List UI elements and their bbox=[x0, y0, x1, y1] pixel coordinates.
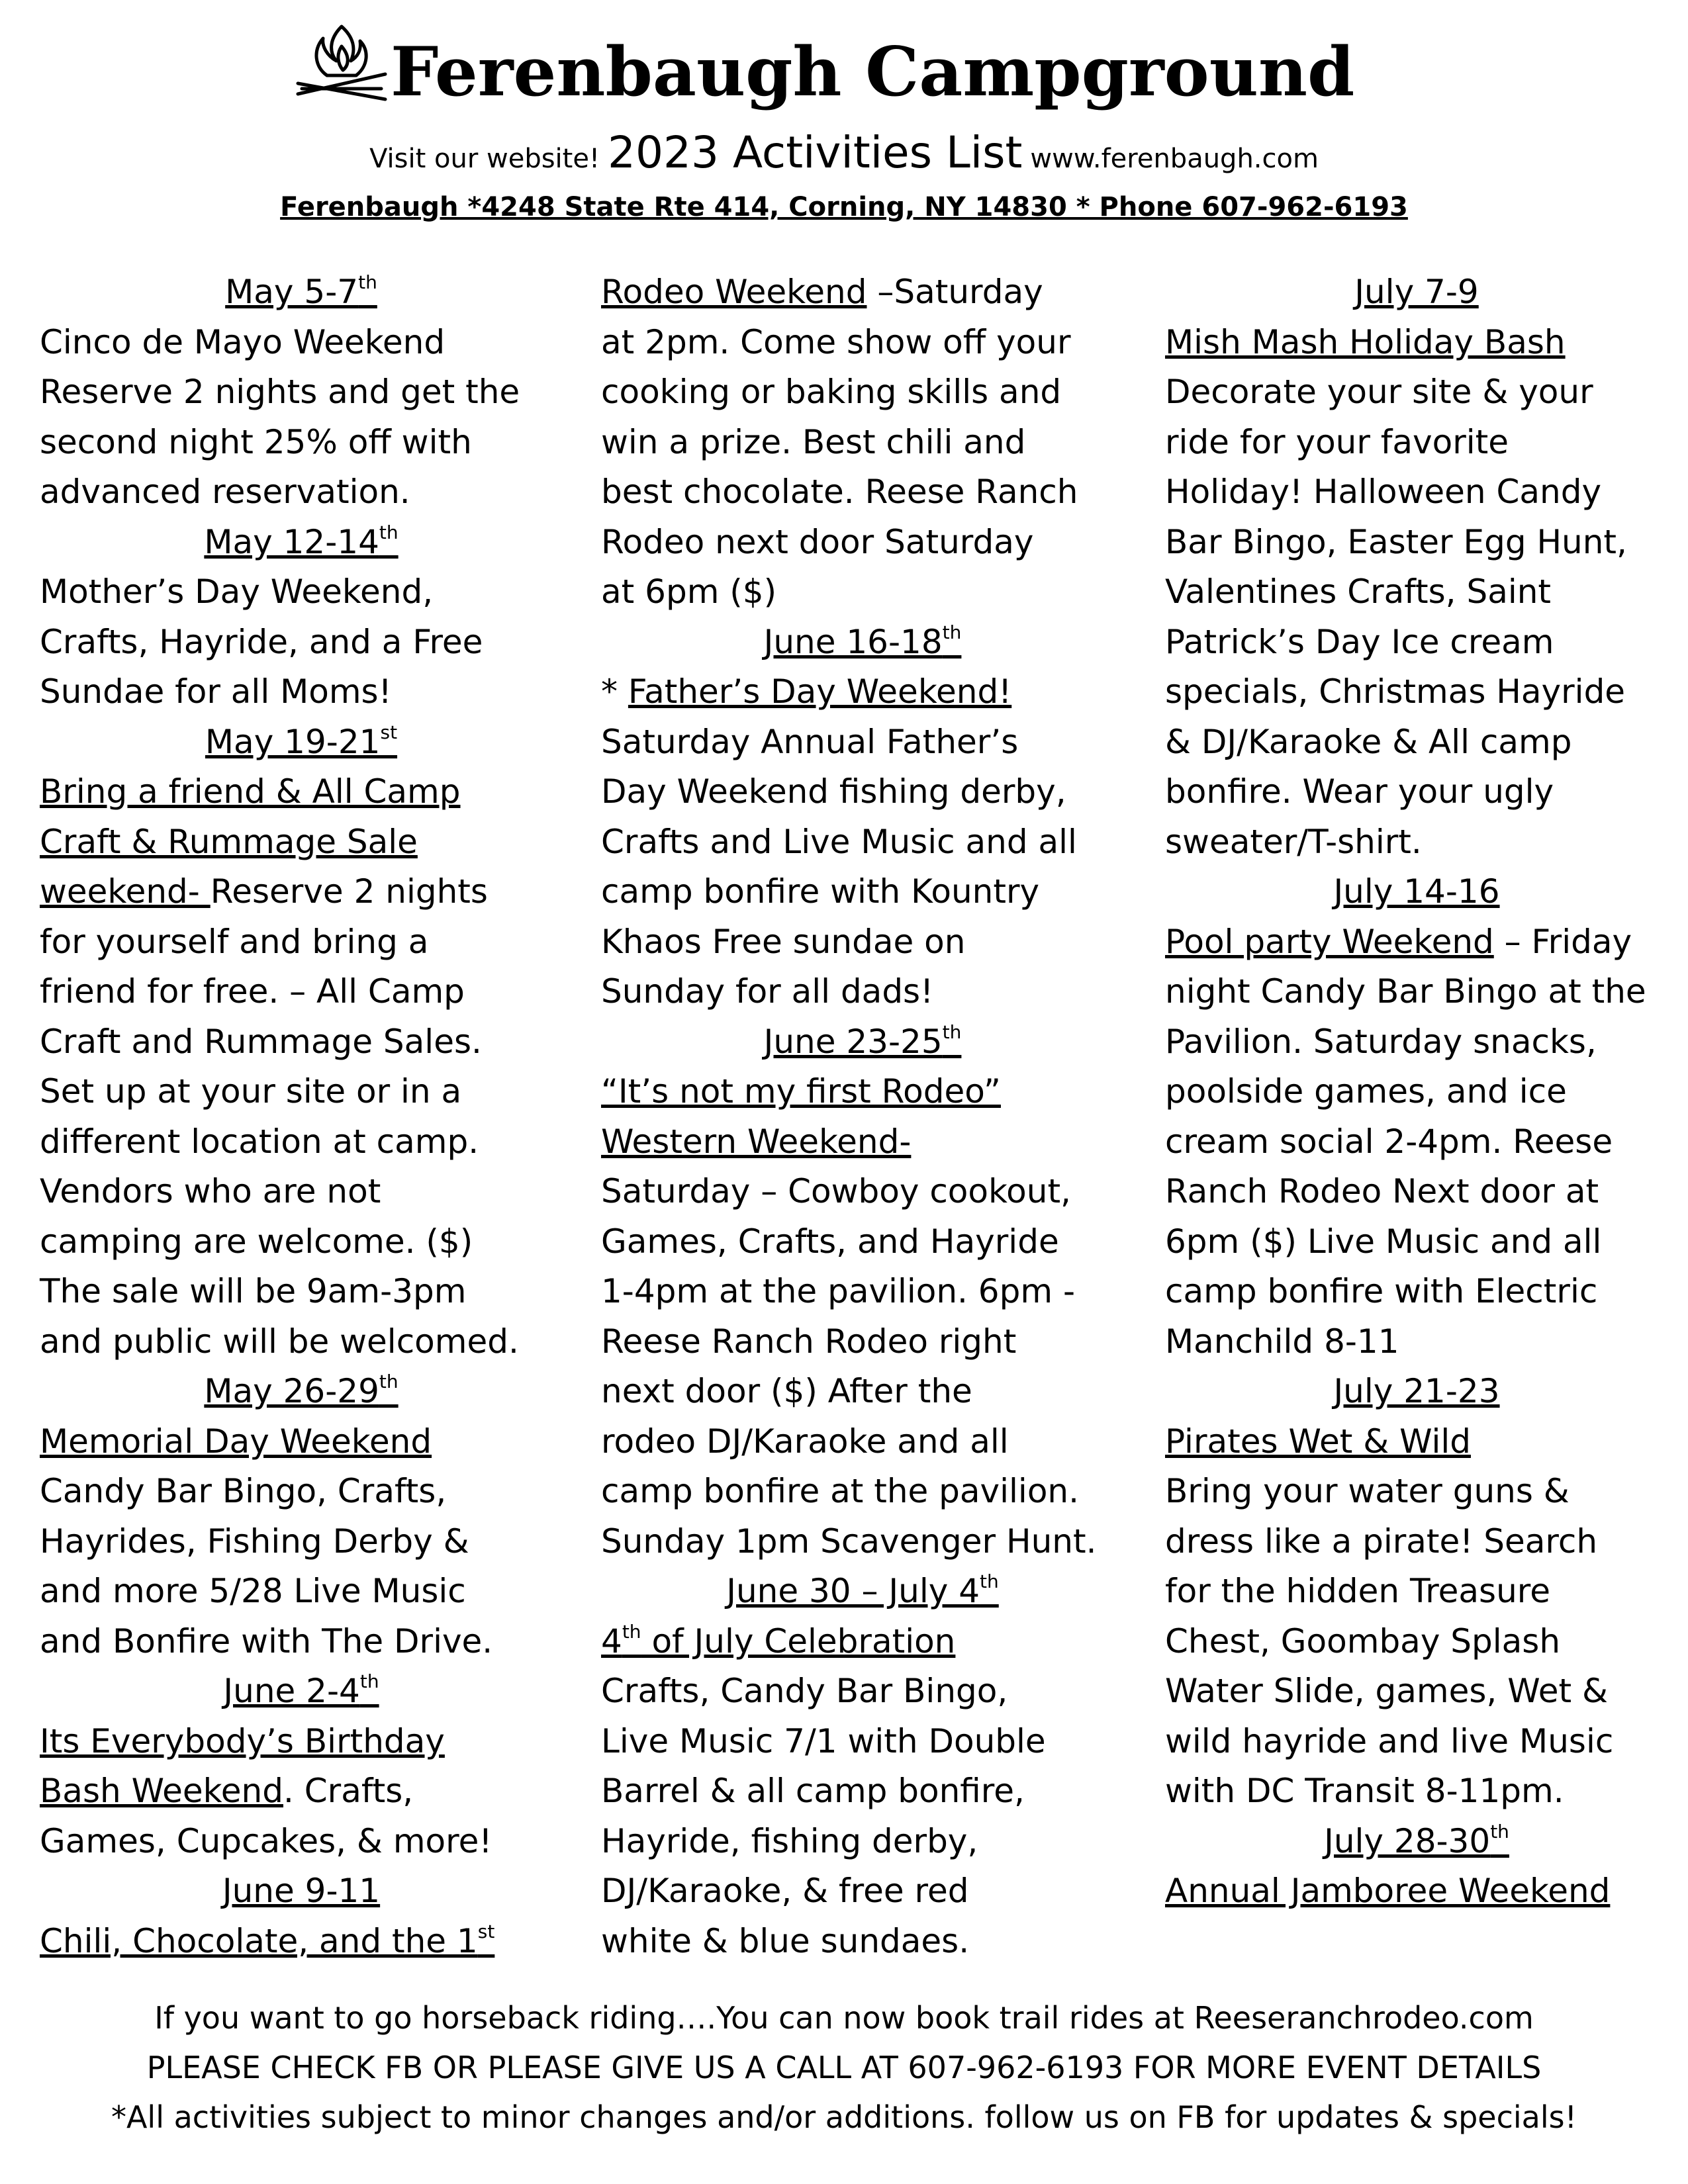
event-date: June 9-11 bbox=[222, 1872, 381, 1910]
address-line: Ferenbaugh *4248 State Rte 414, Corning, NY 14830 * Phone 607-962-6193 bbox=[280, 192, 1408, 222]
event-text: Chest, Goombay Splash bbox=[1165, 1621, 1561, 1661]
event-text: The sale will be 9am-3pm bbox=[40, 1272, 467, 1310]
event-text: camping are welcome. ($) bbox=[40, 1222, 473, 1261]
event-text: wild hayride and live Music bbox=[1165, 1721, 1614, 1760]
event-text: second night 25% off with bbox=[40, 422, 472, 461]
event-text: win a prize. Best chili and bbox=[601, 422, 1026, 461]
event-text: Mother’s Day Weekend, bbox=[40, 572, 434, 611]
event-title: Pirates Wet & Wild bbox=[1165, 1422, 1471, 1461]
footer-line: If you want to go horseback riding….You can now book trail rides at Reeseranchrodeo.com bbox=[154, 2000, 1534, 2036]
event-text: & DJ/Karaoke & All camp bbox=[1165, 722, 1572, 761]
event-text: cooking or baking skills and bbox=[601, 373, 1062, 411]
event-text: Bring your water guns & bbox=[1165, 1472, 1570, 1510]
event-date bbox=[40, 717, 563, 768]
event-text: camp bonfire at the pavilion. bbox=[601, 1472, 1079, 1510]
event-text: Saturday – Cowboy cookout, bbox=[601, 1172, 1071, 1210]
event-text: Craft and Rummage Sales. bbox=[40, 1022, 482, 1061]
event-date bbox=[601, 617, 1124, 668]
subtitle-line bbox=[0, 127, 1688, 178]
event-text: DJ/Karaoke, & free red bbox=[601, 1872, 969, 1910]
campfire-icon bbox=[289, 20, 395, 106]
event-text: ride for your favorite bbox=[1165, 422, 1509, 461]
event-date: July 7-9 bbox=[1354, 273, 1479, 311]
text-segment: July 28-30 bbox=[1324, 1821, 1491, 1860]
footer bbox=[0, 1993, 1688, 2142]
event-text: Candy Bar Bingo, Crafts, bbox=[40, 1472, 447, 1510]
event-date: July 14-16 bbox=[1333, 872, 1500, 911]
event-text: Crafts and Live Music and all bbox=[601, 822, 1077, 861]
event-text bbox=[601, 267, 1124, 318]
event-title bbox=[601, 667, 1124, 717]
footer-line: *All activities subject to minor changes and/or additions. follow us on FB for updates & specials! bbox=[111, 2099, 1577, 2135]
ordinal-suffix: st bbox=[380, 721, 398, 743]
event-text: next door ($) After the bbox=[601, 1372, 972, 1410]
event-text: Ranch Rodeo Next door at bbox=[1165, 1172, 1599, 1210]
event-text: camp bonfire with Electric bbox=[1165, 1272, 1598, 1310]
event-title bbox=[601, 1617, 1124, 1667]
text-segment: of July Celebration bbox=[641, 1621, 956, 1661]
event-text: with DC Transit 8-11pm. bbox=[1165, 1772, 1564, 1810]
text-segment: 4 bbox=[601, 1621, 622, 1661]
event-text: Manchild 8-11 bbox=[1165, 1322, 1399, 1361]
event-text: best chocolate. Reese Ranch bbox=[601, 473, 1078, 511]
event-text: white & blue sundaes. bbox=[601, 1921, 970, 1960]
event-text: for the hidden Treasure bbox=[1165, 1572, 1551, 1610]
event-text: Hayride, fishing derby, bbox=[601, 1821, 978, 1860]
text-segment: May 5-7 bbox=[225, 273, 359, 311]
event-text: advanced reservation. bbox=[40, 473, 410, 511]
event-text: friend for free. – All Camp bbox=[40, 972, 465, 1011]
text-segment: . Crafts, bbox=[283, 1772, 414, 1810]
event-title: Annual Jamboree Weekend bbox=[1165, 1872, 1611, 1910]
text-segment: * bbox=[601, 672, 628, 711]
event-date bbox=[40, 267, 563, 318]
event-text: Valentines Crafts, Saint bbox=[1165, 572, 1552, 611]
event-title: Memorial Day Weekend bbox=[40, 1422, 432, 1461]
event-text: specials, Christmas Hayride bbox=[1165, 672, 1626, 711]
event-title: “It’s not my first Rodeo” bbox=[601, 1072, 1001, 1111]
event-title bbox=[40, 1917, 563, 1967]
event-text: Barrel & all camp bonfire, bbox=[601, 1772, 1025, 1810]
event-text: sweater/T-shirt. bbox=[1165, 822, 1422, 861]
event-title: Craft & Rummage Sale bbox=[40, 822, 418, 861]
event-date bbox=[1165, 1817, 1668, 1867]
website-text: www.ferenbaugh.com bbox=[1030, 144, 1319, 174]
event-text: Sundae for all Moms! bbox=[40, 672, 392, 711]
event-date: July 21-23 bbox=[1333, 1372, 1500, 1410]
event-text bbox=[40, 1766, 563, 1817]
event-date bbox=[601, 1017, 1124, 1068]
text-segment: June 16-18 bbox=[763, 622, 943, 661]
event-text: and more 5/28 Live Music bbox=[40, 1572, 466, 1610]
column-3 bbox=[1165, 267, 1668, 1917]
event-text: Day Weekend fishing derby, bbox=[601, 772, 1066, 811]
text-segment: Chili, Chocolate, and the 1 bbox=[40, 1921, 478, 1960]
event-text: Reese Ranch Rodeo right bbox=[601, 1322, 1017, 1361]
event-text: Cinco de Mayo Weekend bbox=[40, 322, 445, 361]
ordinal-suffix: th bbox=[942, 621, 962, 643]
event-text: poolside games, and ice bbox=[1165, 1072, 1567, 1111]
event-title: Mish Mash Holiday Bash bbox=[1165, 322, 1566, 361]
event-text: Water Slide, games, Wet & bbox=[1165, 1672, 1608, 1710]
text-segment: May 26-29 bbox=[204, 1372, 379, 1410]
column-2 bbox=[601, 267, 1124, 1966]
text-segment: May 19-21 bbox=[205, 722, 381, 761]
footer-line: PLEASE CHECK FB OR PLEASE GIVE US A CALL AT 607-962-6193 FOR MORE EVENT DETAILS bbox=[146, 2050, 1542, 2085]
ordinal-suffix: th bbox=[358, 271, 377, 293]
text-segment: Reserve 2 nights bbox=[210, 872, 488, 911]
ordinal-suffix: th bbox=[379, 1371, 399, 1392]
text-segment: weekend- bbox=[40, 872, 211, 911]
event-text: bonfire. Wear your ugly bbox=[1165, 772, 1554, 811]
ordinal-suffix: st bbox=[477, 1920, 495, 1942]
text-segment: Father’s Day Weekend! bbox=[628, 672, 1012, 711]
event-text: cream social 2-4pm. Reese bbox=[1165, 1122, 1613, 1161]
event-text: different location at camp. bbox=[40, 1122, 479, 1161]
ordinal-suffix: th bbox=[942, 1021, 962, 1043]
event-date bbox=[40, 1367, 563, 1417]
column-1 bbox=[40, 267, 563, 1966]
visit-text: Visit our website! bbox=[369, 144, 600, 174]
event-text: Live Music 7/1 with Double bbox=[601, 1721, 1046, 1760]
event-text: Decorate your site & your bbox=[1165, 373, 1593, 411]
event-text: Vendors who are not bbox=[40, 1172, 381, 1210]
ordinal-suffix: th bbox=[359, 1670, 379, 1692]
text-segment: June 2-4 bbox=[223, 1672, 360, 1710]
event-date bbox=[40, 1666, 563, 1717]
event-title: Western Weekend- bbox=[601, 1122, 912, 1161]
text-segment: –Saturday bbox=[867, 273, 1043, 311]
event-text: Crafts, Candy Bar Bingo, bbox=[601, 1672, 1008, 1710]
event-text: Patrick’s Day Ice cream bbox=[1165, 622, 1554, 661]
event-text bbox=[1165, 917, 1668, 968]
text-segment: Rodeo Weekend bbox=[601, 273, 867, 311]
event-text: Set up at your site or in a bbox=[40, 1072, 462, 1111]
event-text bbox=[40, 867, 563, 917]
event-text: and Bonfire with The Drive. bbox=[40, 1621, 493, 1661]
ordinal-suffix: th bbox=[379, 521, 399, 543]
header bbox=[0, 0, 1688, 238]
event-text: Pavilion. Saturday snacks, bbox=[1165, 1022, 1597, 1061]
event-text: Rodeo next door Saturday bbox=[601, 522, 1034, 561]
list-title: 2023 Activities List bbox=[608, 127, 1023, 178]
ordinal-suffix: th bbox=[1490, 1820, 1509, 1843]
event-text: Saturday Annual Father’s bbox=[601, 722, 1019, 761]
text-segment: June 23-25 bbox=[763, 1022, 943, 1061]
event-text: night Candy Bar Bingo at the bbox=[1165, 972, 1646, 1011]
event-text: Sunday 1pm Scavenger Hunt. bbox=[601, 1522, 1097, 1561]
page-title: Ferenbaugh Campground bbox=[391, 32, 1355, 112]
event-text: Sunday for all dads! bbox=[601, 972, 934, 1011]
text-segment: June 30 – July 4 bbox=[726, 1572, 980, 1610]
text-segment: Bash Weekend bbox=[40, 1772, 283, 1810]
event-text: Holiday! Halloween Candy bbox=[1165, 473, 1602, 511]
text-segment: – Friday bbox=[1493, 922, 1632, 961]
event-text: at 6pm ($) bbox=[601, 572, 777, 611]
text-segment: Pool party Weekend bbox=[1165, 922, 1494, 961]
event-text: camp bonfire with Kountry bbox=[601, 872, 1040, 911]
event-date bbox=[40, 518, 563, 568]
ordinal-suffix: th bbox=[980, 1570, 999, 1592]
event-text: for yourself and bring a bbox=[40, 922, 429, 961]
event-text: 1-4pm at the pavilion. 6pm - bbox=[601, 1272, 1075, 1310]
text-segment: May 12-14 bbox=[204, 522, 379, 561]
event-text: Crafts, Hayride, and a Free bbox=[40, 622, 483, 661]
event-text: Games, Cupcakes, & more! bbox=[40, 1821, 492, 1860]
event-text: rodeo DJ/Karaoke and all bbox=[601, 1422, 1009, 1461]
event-text: Games, Crafts, and Hayride bbox=[601, 1222, 1059, 1261]
event-title: Bring a friend & All Camp bbox=[40, 772, 461, 811]
event-text: Hayrides, Fishing Derby & bbox=[40, 1522, 469, 1561]
event-text: Reserve 2 nights and get the bbox=[40, 373, 520, 411]
event-text: dress like a pirate! Search bbox=[1165, 1522, 1598, 1561]
event-text: Khaos Free sundae on bbox=[601, 922, 966, 961]
event-text: Bar Bingo, Easter Egg Hunt, bbox=[1165, 522, 1627, 561]
event-text: at 2pm. Come show off your bbox=[601, 322, 1071, 361]
event-title: Its Everybody’s Birthday bbox=[40, 1721, 445, 1760]
event-date bbox=[601, 1567, 1124, 1617]
event-text: 6pm ($) Live Music and all bbox=[1165, 1222, 1602, 1261]
event-text: and public will be welcomed. bbox=[40, 1322, 519, 1361]
ordinal-suffix: th bbox=[622, 1620, 641, 1643]
